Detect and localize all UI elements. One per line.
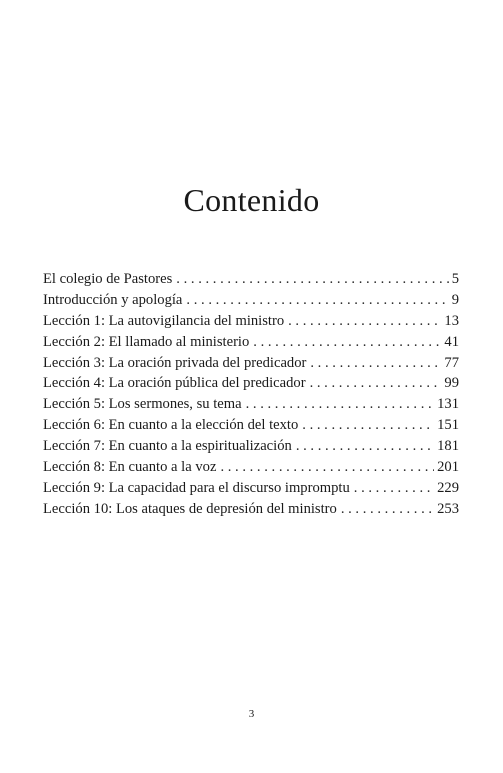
toc-dot-leader xyxy=(246,396,435,413)
page-number: 3 xyxy=(248,708,255,720)
toc-entry-label: El colegio de Pastores xyxy=(43,271,173,287)
toc-entry-label: Lección 5: Los sermones, su tema xyxy=(43,396,242,413)
toc-entry xyxy=(43,292,459,313)
toc-dot-leader xyxy=(296,438,434,455)
toc-entry-page: 229 xyxy=(437,479,459,496)
toc-entry-page: 99 xyxy=(444,375,459,392)
toc-entry-page: 201 xyxy=(437,459,459,476)
toc-entry xyxy=(43,459,459,480)
toc-entry xyxy=(43,271,459,292)
toc-dot-leader xyxy=(354,480,434,497)
toc-dot-leader xyxy=(186,292,448,309)
toc-dot-leader xyxy=(220,459,434,476)
toc-entry xyxy=(43,396,459,417)
toc-entry-page: 131 xyxy=(437,396,459,413)
toc-entry-label: Introducción y apología xyxy=(43,291,183,308)
toc-entry-page: 253 xyxy=(437,500,459,517)
toc-entry-label: Lección 3: La oración privada del predicador xyxy=(43,354,307,371)
toc-dot-leader xyxy=(302,417,434,434)
toc-entry-label: Lección 7: En cuanto a la espiritualización xyxy=(43,438,292,455)
toc-entry-page: 181 xyxy=(437,438,459,455)
toc-entry-page: 151 xyxy=(437,417,459,434)
toc-dot-leader xyxy=(176,271,448,288)
page-title: Contenido xyxy=(183,182,320,218)
toc-entry xyxy=(43,375,459,396)
toc-entry-label: Lección 2: El llamado al ministerio xyxy=(43,333,250,350)
toc-entry-label: Lección 10: Los ataques de depresión del ministro xyxy=(43,500,337,517)
toc-entry-label: Lección 1: La autovigilancia del ministro xyxy=(43,312,285,329)
toc-dot-leader xyxy=(310,375,442,392)
toc-entry xyxy=(43,480,459,501)
toc-entry xyxy=(43,334,459,355)
toc-entry xyxy=(43,355,459,376)
toc-entry-page: 41 xyxy=(444,333,459,350)
toc-entry xyxy=(43,417,459,438)
toc-entry-page: 5 xyxy=(451,271,459,287)
toc-dot-leader xyxy=(288,313,441,330)
toc-entry-page: 9 xyxy=(451,291,459,308)
toc-entry-label: Lección 6: En cuanto a la elección del texto xyxy=(43,417,299,434)
toc-entry-page: 13 xyxy=(444,312,459,329)
toc-entry-label: Lección 4: La oración pública del predicador xyxy=(43,375,306,392)
toc-entry xyxy=(43,438,459,459)
toc-entry-label: Lección 9: La capacidad para el discurso impromptu xyxy=(43,479,350,496)
toc-entry-page: 77 xyxy=(444,354,459,371)
toc-entry-label: Lección 8: En cuanto a la voz xyxy=(43,459,217,476)
toc-dot-leader xyxy=(253,334,441,351)
toc-entry xyxy=(43,313,459,334)
toc-dot-leader xyxy=(341,501,434,518)
toc-dot-leader xyxy=(310,355,441,372)
table-of-contents xyxy=(43,271,459,522)
toc-entry xyxy=(43,501,459,522)
